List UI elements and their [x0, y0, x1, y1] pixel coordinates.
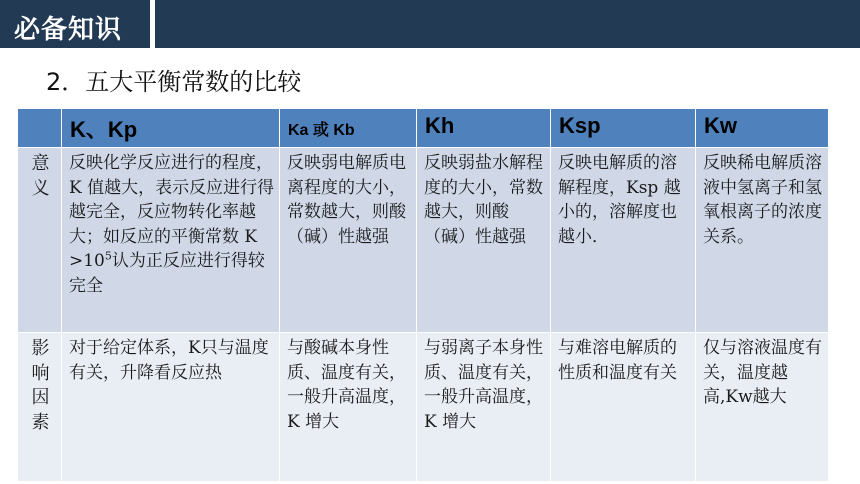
column-header-kh: Kh	[417, 109, 551, 148]
header-title-box	[0, 0, 155, 48]
cell-factors-kw: 仅与溶液温度有关，温度越高,Kw越大	[696, 333, 829, 482]
cell-meaning-ksp: 反映电解质的溶解程度，Ksp 越小的，溶解度也越小．	[551, 148, 696, 333]
table-header-row	[18, 109, 829, 148]
row-header-factors: 影 响 因 素	[18, 333, 62, 482]
cell-factors-k-kp: 对于给定体系，K只与温度有关，升降看反应热	[62, 333, 280, 482]
column-header-ka-kb: Ka 或 Kb	[280, 109, 417, 148]
column-header-kw: Kw	[696, 109, 829, 148]
table-row-factors	[18, 333, 829, 482]
section-title: 2．五大平衡常数的比较	[46, 68, 302, 96]
exponent-superscript: 5	[104, 249, 112, 263]
comparison-table	[17, 108, 829, 482]
column-header-k-kp: K、Kp	[62, 109, 280, 148]
cell-factors-ksp: 与难溶电解质的性质和温度有关	[551, 333, 696, 482]
header-title: 必备知识	[14, 15, 123, 45]
table-row-meaning	[18, 148, 829, 333]
cell-meaning-k-kp	[62, 148, 280, 333]
row-header-meaning: 意 义	[18, 148, 62, 333]
cell-meaning-k-kp-text: 反映化学反应进行的程度，K 值越大，表示反应进行得越完全，反应物转化率越大；如反应的平衡常数 K >10	[69, 153, 275, 271]
cell-meaning-k-kp-tail: 认为正反应进行得较完全	[69, 251, 265, 296]
cell-factors-kh: 与弱离子本身性质、温度有关，一般升高温度，K 增大	[417, 333, 551, 482]
cell-meaning-kh: 反映弱盐水解程度的大小，常数越大，则酸（碱）性越强	[417, 148, 551, 333]
cell-meaning-ka-kb: 反映弱电解质电离程度的大小，常数越大，则酸（碱）性越强	[280, 148, 417, 333]
table-header-blank	[18, 109, 62, 148]
cell-meaning-kw: 反映稀电解质溶液中氢离子和氢氧根离子的浓度关系。	[696, 148, 829, 333]
column-header-ksp: Ksp	[551, 109, 696, 148]
cell-factors-ka-kb: 与酸碱本身性质、温度有关，一般升高温度， K 增大	[280, 333, 417, 482]
